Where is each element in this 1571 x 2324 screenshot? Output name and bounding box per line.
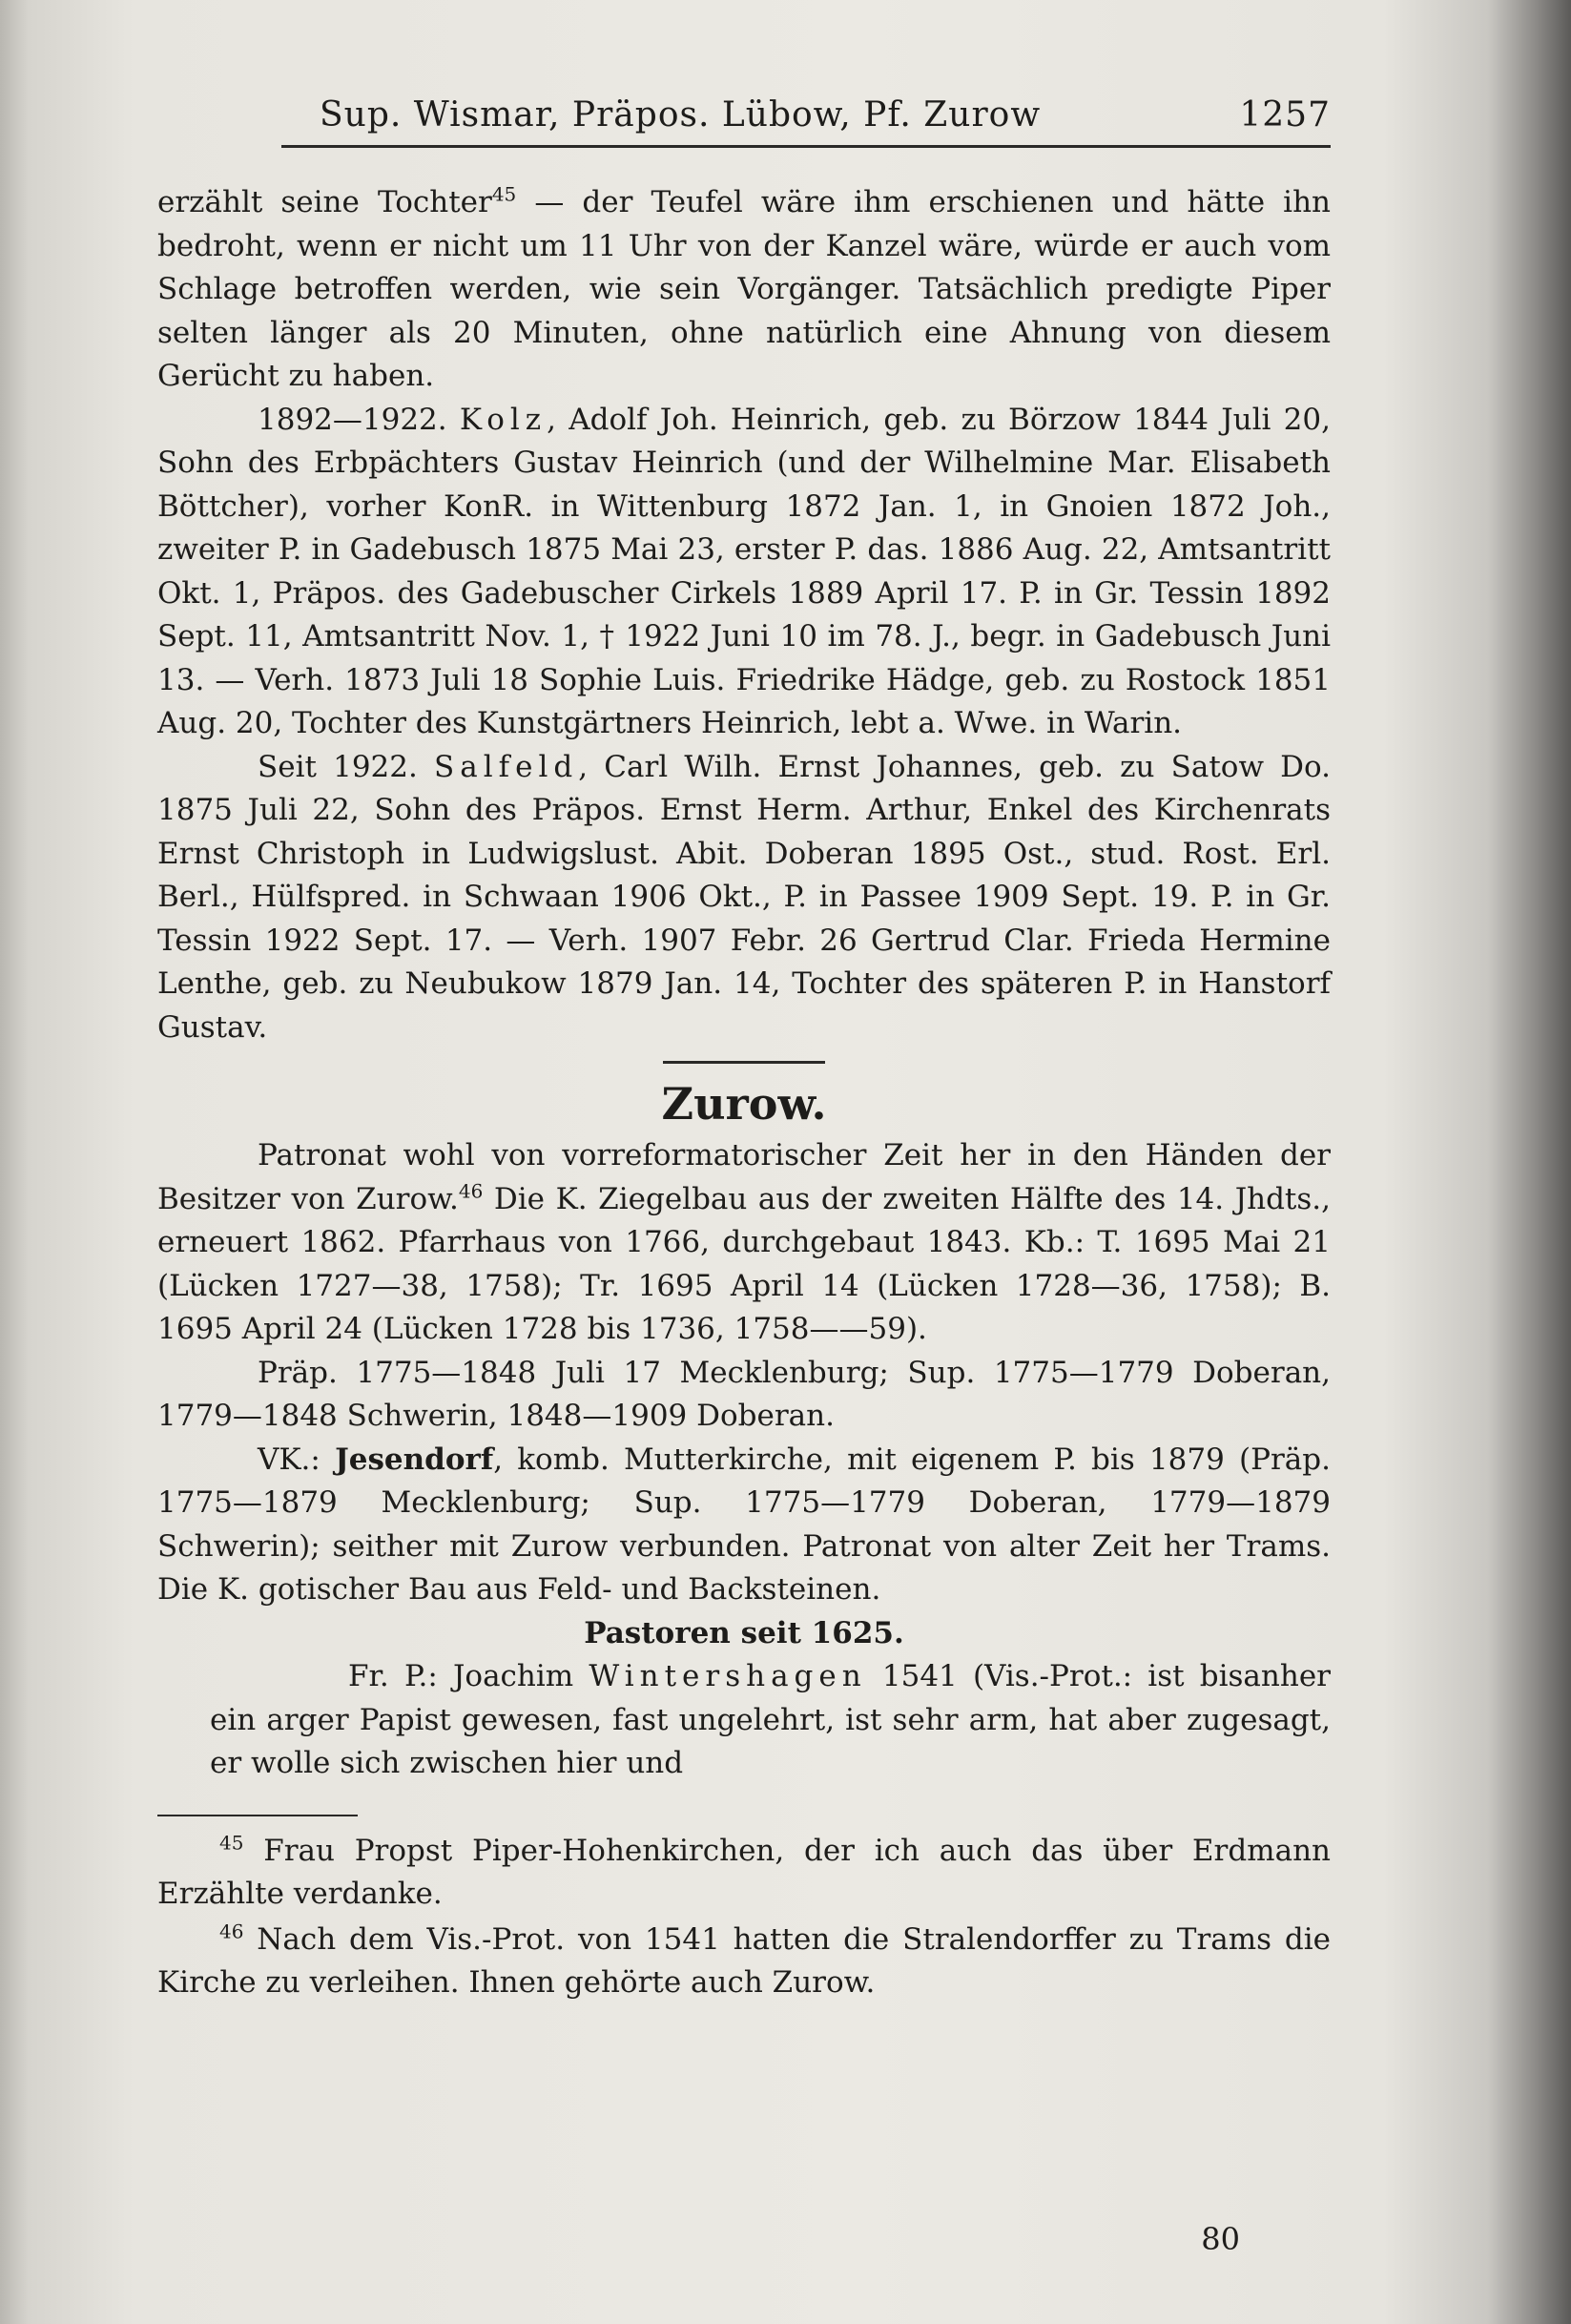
paragraph-praep: Präp. 1775—1848 Juli 17 Mecklenburg; Sup. 1775—1779 Doberan, 1779—1848 Schwerin, 1848—1909 Doberan. xyxy=(157,1355,1331,1433)
paragraph-salfeld: Seit 1922. Salfeld, Carl Wilh. Ernst Johannes, geb. zu Satow Do. 1875 Juli 22, Sohn des Präpos. Ernst Herm. Arthur, Enkel des Kirchenrats Ernst Christoph in Ludwigslust. Abit. Doberan 1895 Ost., stud. Rost. Erl. Berl., Hülfspred. in Schwaan 1906 Okt., P. in Passee 1909 Sept. 19. P. in Gr. Tessin 1922 Sept. 17. — Verh. 1907 Febr. 26 Gertrud Clar. Frieda Hermine Lenthe, geb. zu Neubukow 1879 Jan. 14, Tochter des späteren P. in Hanstorf Gustav. xyxy=(157,749,1331,1045)
main-text xyxy=(157,181,1331,2007)
paragraph-patronat: Patronat wohl von vorreformatorischer Zeit her in den Händen der Besitzer von Zurow.$^{46}$ Die K. Ziegelbau aus der zweiten Hälfte des 14. Jhdts., erneuert 1862. Pfarrhaus von 1766, durchgebaut 1843. Kb.: T. 1695 Mai 21 (Lücken 1727—38, 1758); Tr. 1695 April 14 (Lücken 1728—36, 1758); B. 1695 April 24 (Lücken 1728 bis 1736, 1758——59). xyxy=(157,1138,1332,1346)
paragraph-vk: VK.: Jesendorf, komb. Mutterkirche, mit eigenem P. bis 1879 (Präp. 1775—1879 Mecklenburg; Sup. 1775—1779 Doberan, 1779—1879 Schwerin); seither mit Zurow verbunden. Patronat von alter Zeit her Trams. Die K. gotischer Bau aus Feld- und Backsteinen. xyxy=(157,1442,1331,1607)
running-header xyxy=(157,86,1331,153)
running-title: Sup. Wismar, Präpos. Lübow, Pf. Zurow xyxy=(320,95,1042,135)
footnote-45: $^{45}$ Frau Propst Piper-Hohenkirchen, der ich auch das über Erdmann Erzählte verdanke. xyxy=(157,1831,1331,1911)
section-divider xyxy=(663,1061,825,1064)
header-rule xyxy=(281,145,1331,148)
pastor-name-kolz: Kolz xyxy=(459,402,548,437)
paragraph-tochter: erzählt seine Tochter$^{45}$ — der Teufel wäre ihm erschienen und hätte ihn bedroht, wenn er nicht um 11 Uhr von der Kanzel wäre, würde er auch vom Schlage betroffen werden, wie sein Vorgänger. Tatsächlich predigte Piper selten länger als 20 Minuten, ohne natürlich eine Ahnung von diesem Gerücht zu haben. xyxy=(157,182,1331,393)
section-title: Zurow. xyxy=(661,1078,827,1130)
footnote-ref-45: 45 xyxy=(491,182,517,206)
footnote-46: $^{46}$ Nach dem Vis.-Prot. von 1541 hatten die Stralendorffer zu Trams die Kirche zu verleihen. Ihnen gehörte auch Zurow. xyxy=(157,1919,1331,2000)
signature-number: 80 xyxy=(1201,2221,1240,2257)
footnote-rule xyxy=(157,1815,358,1816)
paragraph-wintershagen: Fr. P.: Joachim Wintershagen 1541 (Vis.-Prot.: ist bisanher ein arger Papist gewesen, fast ungelehrt, ist sehr arm, hat aber zugesagt, er wolle sich zwischen hier und xyxy=(210,1659,1331,1780)
paragraph-kolz: 1892—1922. Kolz, Adolf Joh. Heinrich, geb. zu Börzow 1844 Juli 20, Sohn des Erbpächters Gustav Heinrich (und der Wilhelmine Mar. Elisabeth Böttcher), vorher KonR. in Wittenburg 1872 Jan. 1, in Gnoien 1872 Joh., zweiter P. in Gadebusch 1875 Mai 23, erster P. das. 1886 Aug. 22, Amtsantritt Okt. 1, Präpos. des Gadebuscher Cirkels 1889 April 17. P. in Gr. Tessin 1892 Sept. 11, Amtsantritt Nov. 1, † 1922 Juni 10 im 78. J., begr. in Gadebusch Juni 13. — Verh. 1873 Juli 18 Sophie Luis. Friedrike Hädge, geb. zu Rostock 1851 Aug. 20, Tochter des Kunstgärtners Heinrich, lebt a. Wwe. in Warin. xyxy=(157,402,1331,740)
header-page-number: 1257 xyxy=(1239,95,1331,135)
pastor-name-salfeld: Salfeld xyxy=(434,749,579,784)
pastor-name-wintershagen: Wintershagen xyxy=(589,1659,867,1693)
place-jesendorf: Jesendorf xyxy=(335,1442,494,1477)
book-page xyxy=(157,86,1331,2280)
footnote-ref-46: 46 xyxy=(458,1179,484,1203)
pastors-subheading: Pastoren seit 1625. xyxy=(584,1615,904,1650)
footnotes xyxy=(157,1830,1331,2005)
